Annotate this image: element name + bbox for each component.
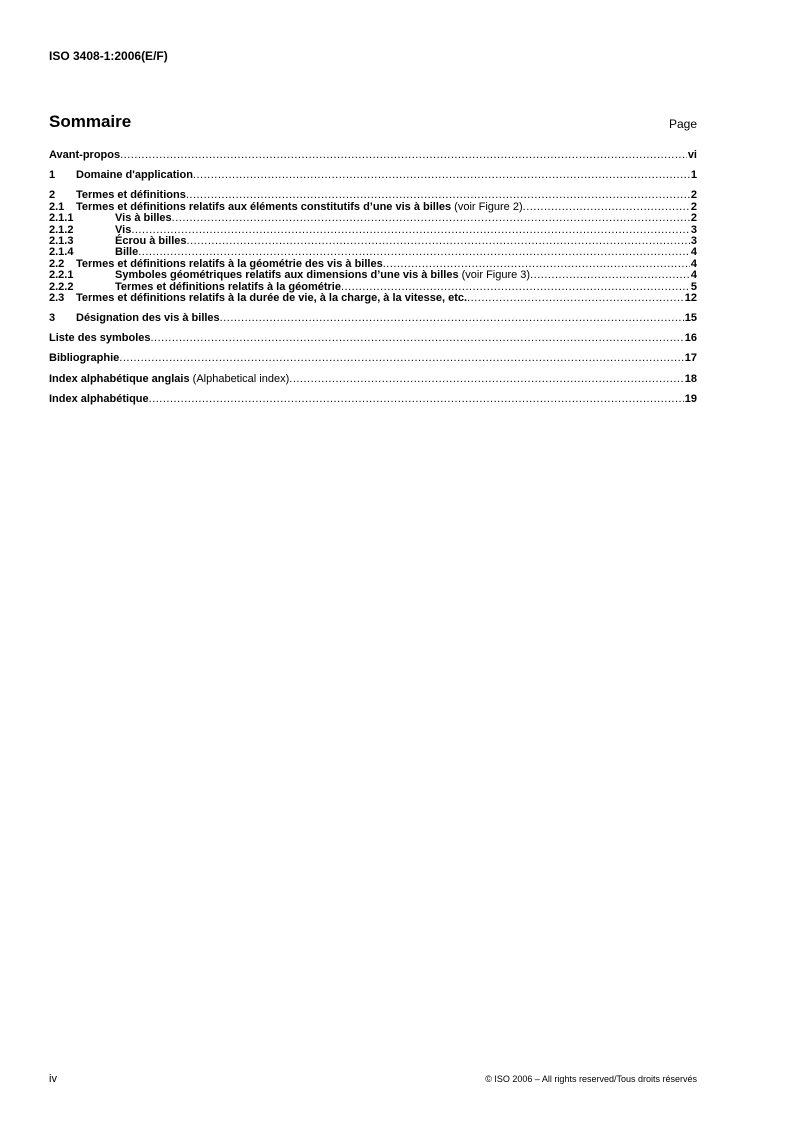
toc-entry-number: 1 xyxy=(49,169,56,182)
leader-dots xyxy=(149,394,684,405)
leader-dots xyxy=(186,190,690,201)
toc-entry-title: Termes et définitions relatifs aux éléments constitutifs d’une vis à billes (voir Figure 2) xyxy=(76,200,523,213)
toc-entry-title: Index alphabétique anglais (Alphabetical index) xyxy=(49,372,290,385)
toc-entry-page: 1 xyxy=(690,169,697,182)
toc-entry-number: 2.2.2 xyxy=(49,280,74,293)
toc-entry-title: Vis à billes xyxy=(115,212,172,225)
toc-entry-title: Avant-propos xyxy=(49,149,121,161)
footer-copyright: © ISO 2006 – All rights reserved/Tous droits réservés xyxy=(485,1074,697,1084)
toc-entry-title: Bille xyxy=(115,246,139,259)
leader-dots xyxy=(187,236,690,247)
leader-dots xyxy=(193,170,690,181)
leader-dots xyxy=(523,202,690,213)
toc-entry-title: Symboles géométriques relatifs aux dimensions d’une vis à billes (voir Figure 3) xyxy=(115,269,531,282)
leader-dots xyxy=(172,213,690,224)
leader-dots xyxy=(341,282,690,293)
toc-entry-2-1-3[interactable] xyxy=(49,236,697,247)
toc-entry-number: 2.1.2 xyxy=(49,223,74,236)
toc-entry-page: 2 xyxy=(690,212,697,225)
footer-page-number: iv xyxy=(49,1073,57,1085)
toc-heading: Sommaire xyxy=(49,112,132,131)
toc-entry-page: 18 xyxy=(684,372,697,385)
toc-entry-avant-propos[interactable] xyxy=(49,150,697,161)
toc-entry-index-anglais[interactable] xyxy=(49,374,697,385)
toc-entry-3[interactable] xyxy=(49,313,697,324)
toc-entry-title: Termes et définitions relatifs à la géométrie xyxy=(115,280,341,293)
leader-dots xyxy=(467,293,684,304)
toc-entry-page: 5 xyxy=(690,280,697,293)
toc-entry-title: Termes et définitions relatifs à la durée de vie, à la charge, à la vitesse, etc. xyxy=(76,291,468,304)
toc-entry-liste-des-symboles[interactable] xyxy=(49,333,697,344)
toc-entry-2-2-1[interactable] xyxy=(49,270,697,281)
toc-entry-title: Liste des symboles xyxy=(49,332,151,345)
toc-entry-title: Termes et définitions xyxy=(76,189,186,202)
leader-dots xyxy=(220,313,684,324)
leader-dots xyxy=(151,333,684,344)
toc-entry-page: 3 xyxy=(690,234,697,247)
leader-dots xyxy=(138,247,690,258)
toc-entry-page: 4 xyxy=(690,257,697,270)
toc-entry-note: (Alphabetical index) xyxy=(189,372,290,385)
toc-entry-page: 2 xyxy=(690,189,697,202)
leader-dots xyxy=(530,270,690,281)
leader-dots xyxy=(289,374,683,385)
toc-entry-number: 2.2.1 xyxy=(49,269,74,282)
toc-entry-number: 2.2 xyxy=(49,257,65,270)
toc-entry-title: Domaine d'application xyxy=(76,169,193,182)
toc-entry-number: 2.1.4 xyxy=(49,246,74,259)
toc-entry-title: Écrou à billes xyxy=(115,234,187,247)
toc-entry-number: 2 xyxy=(49,189,56,202)
toc-entry-title: Termes et définitions relatifs à la géométrie des vis à billes xyxy=(76,257,383,270)
toc-entry-index-alphabetique[interactable] xyxy=(49,394,697,405)
toc-entry-number: 3 xyxy=(49,312,56,325)
toc-entry-number: 2.1 xyxy=(49,200,65,213)
toc-entry-page: 2 xyxy=(690,200,697,213)
toc-entry-page: 12 xyxy=(684,291,697,304)
toc-entry-page: 4 xyxy=(690,246,697,259)
toc-entry-title: Vis xyxy=(115,223,132,236)
toc-entry-page: 15 xyxy=(684,312,697,325)
toc-entry-page: 4 xyxy=(690,269,697,282)
leader-dots xyxy=(383,259,690,270)
toc-entry-title: Index alphabétique xyxy=(49,392,149,405)
leader-dots xyxy=(119,353,683,364)
toc-entry-2-1-1[interactable] xyxy=(49,213,697,224)
leader-dots xyxy=(120,150,687,161)
toc-entry-note: (voir Figure 3) xyxy=(458,269,531,282)
toc-entry-2-3[interactable] xyxy=(49,293,697,304)
toc-entry-title: Bibliographie xyxy=(49,352,120,365)
toc-entry-page: 19 xyxy=(684,392,697,405)
toc-entry-number: 2.1.3 xyxy=(49,234,74,247)
toc-entry-number: 2.1.1 xyxy=(49,212,74,225)
toc-entry-page: vi xyxy=(687,149,697,161)
toc-entry-title: Désignation des vis à billes xyxy=(76,312,220,325)
leader-dots xyxy=(131,225,690,236)
toc-entry-note: (voir Figure 2) xyxy=(451,200,523,213)
toc-entry-1[interactable] xyxy=(49,170,697,181)
table-of-contents xyxy=(49,150,697,405)
toc-entry-bibliographie[interactable] xyxy=(49,353,697,364)
toc-entry-page: 3 xyxy=(690,223,697,236)
toc-entry-2-1-4[interactable] xyxy=(49,247,697,258)
toc-entry-number: 2.3 xyxy=(49,291,65,304)
document-id: ISO 3408-1:2006(E/F) xyxy=(49,49,168,63)
page-column-label: Page xyxy=(668,117,697,131)
toc-entry-page: 17 xyxy=(684,352,697,365)
toc-entry-page: 16 xyxy=(684,332,697,345)
